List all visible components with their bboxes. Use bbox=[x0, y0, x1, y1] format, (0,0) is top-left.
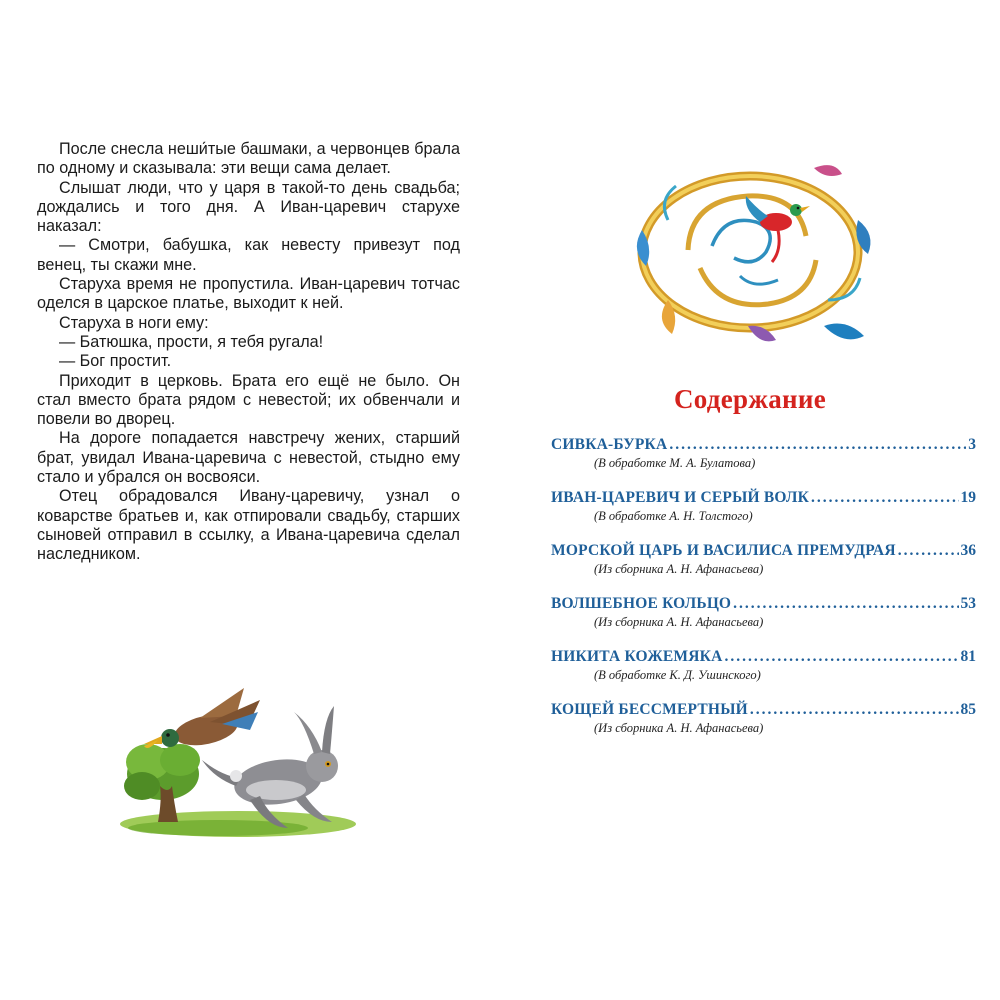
table-of-contents bbox=[551, 436, 976, 754]
toc-page-number: 3 bbox=[968, 436, 976, 453]
story-text bbox=[37, 140, 460, 565]
story-paragraph: — Батюшка, прости, я тебя ругала! bbox=[59, 332, 324, 351]
toc-entry-source: (В обработке К. Д. Ушинского) bbox=[594, 668, 761, 682]
toc-entry-title: КОЩЕЙ БЕССМЕРТНЫЙ bbox=[551, 701, 748, 718]
ornamental-letter-o-with-bird bbox=[628, 150, 878, 360]
toc-leader-dots bbox=[898, 542, 959, 560]
toc-leader-dots bbox=[669, 436, 966, 454]
toc-entry-source: (Из сборника А. Н. Афанасьева) bbox=[594, 721, 764, 735]
story-paragraph: Отец обрадовался Ивану-царевичу, узнал о коварстве братьев и, как отпировали свадьбу, старших сыновей отправил в ссылку, а Ивана-царевича сделал наследником. bbox=[37, 487, 460, 564]
toc-entry-source: (Из сборника А. Н. Афанасьева) bbox=[594, 562, 764, 576]
contents-title: Содержание bbox=[673, 384, 827, 414]
story-paragraph: На дороге попадается навстречу жених, старший брат, увидал Ивана-царевича с невестой, стыдно ему стало и убрался он восвояси. bbox=[37, 429, 460, 487]
toc-entry-source: (В обработке А. Н. Толстого) bbox=[594, 509, 753, 523]
toc-page-number: 85 bbox=[960, 701, 976, 718]
toc-page-number: 53 bbox=[960, 595, 976, 612]
toc-entry-title: ИВАН-ЦАРЕВИЧ И СЕРЫЙ ВОЛК bbox=[551, 489, 810, 506]
story-paragraph: — Смотри, бабушка, как невесту привезут под венец, ты скажи мне. bbox=[37, 236, 460, 274]
toc-entry-title: НИКИТА КОЖЕМЯКА bbox=[551, 648, 723, 665]
toc-entry-source: (Из сборника А. Н. Афанасьева) bbox=[594, 615, 764, 629]
toc-entry-title: МОРСКОЙ ЦАРЬ И ВАСИЛИСА ПРЕМУДРАЯ bbox=[551, 542, 896, 559]
story-paragraph: После снесла неши́тые башмаки, а червонцев брала по одному и сказывала: эти вещи сама делает. bbox=[37, 140, 460, 178]
toc-entry[interactable] bbox=[551, 489, 976, 542]
duck-and-hare-illustration bbox=[118, 682, 378, 842]
toc-entry[interactable] bbox=[551, 701, 976, 754]
toc-page-number: 19 bbox=[960, 489, 976, 506]
right-page bbox=[500, 0, 1000, 1000]
toc-entry[interactable] bbox=[551, 542, 976, 595]
toc-leader-dots bbox=[733, 595, 958, 613]
toc-entry[interactable] bbox=[551, 595, 976, 648]
toc-entry-title: ВОЛШЕБНОЕ КОЛЬЦО bbox=[551, 595, 732, 612]
toc-page-number: 81 bbox=[960, 648, 976, 665]
toc-entry[interactable] bbox=[551, 648, 976, 701]
toc-entry-source: (В обработке М. А. Булатова) bbox=[594, 456, 756, 470]
toc-leader-dots bbox=[750, 701, 959, 719]
story-paragraph: Приходит в церковь. Брата его ещё не было. Он стал вместо брата рядом с невестой; их обвенчали и повели во дворец. bbox=[37, 371, 460, 429]
toc-leader-dots bbox=[725, 648, 959, 666]
story-paragraph: Старуха время не пропустила. Иван-царевич тотчас оделся в царское платье, выходит к ней. bbox=[37, 275, 460, 313]
toc-page-number: 36 bbox=[960, 542, 976, 559]
story-paragraph: Слышат люди, что у царя в такой-то день свадьба; дождались и того дня. А Иван-царевич старухе наказал: bbox=[37, 178, 460, 236]
toc-leader-dots bbox=[811, 489, 958, 507]
toc-entry[interactable] bbox=[551, 436, 976, 489]
story-paragraph: Старуха в ноги ему: bbox=[59, 313, 209, 332]
story-paragraph: — Бог простит. bbox=[59, 352, 172, 371]
toc-entry-title: СИВКА-БУРКА bbox=[551, 436, 668, 453]
